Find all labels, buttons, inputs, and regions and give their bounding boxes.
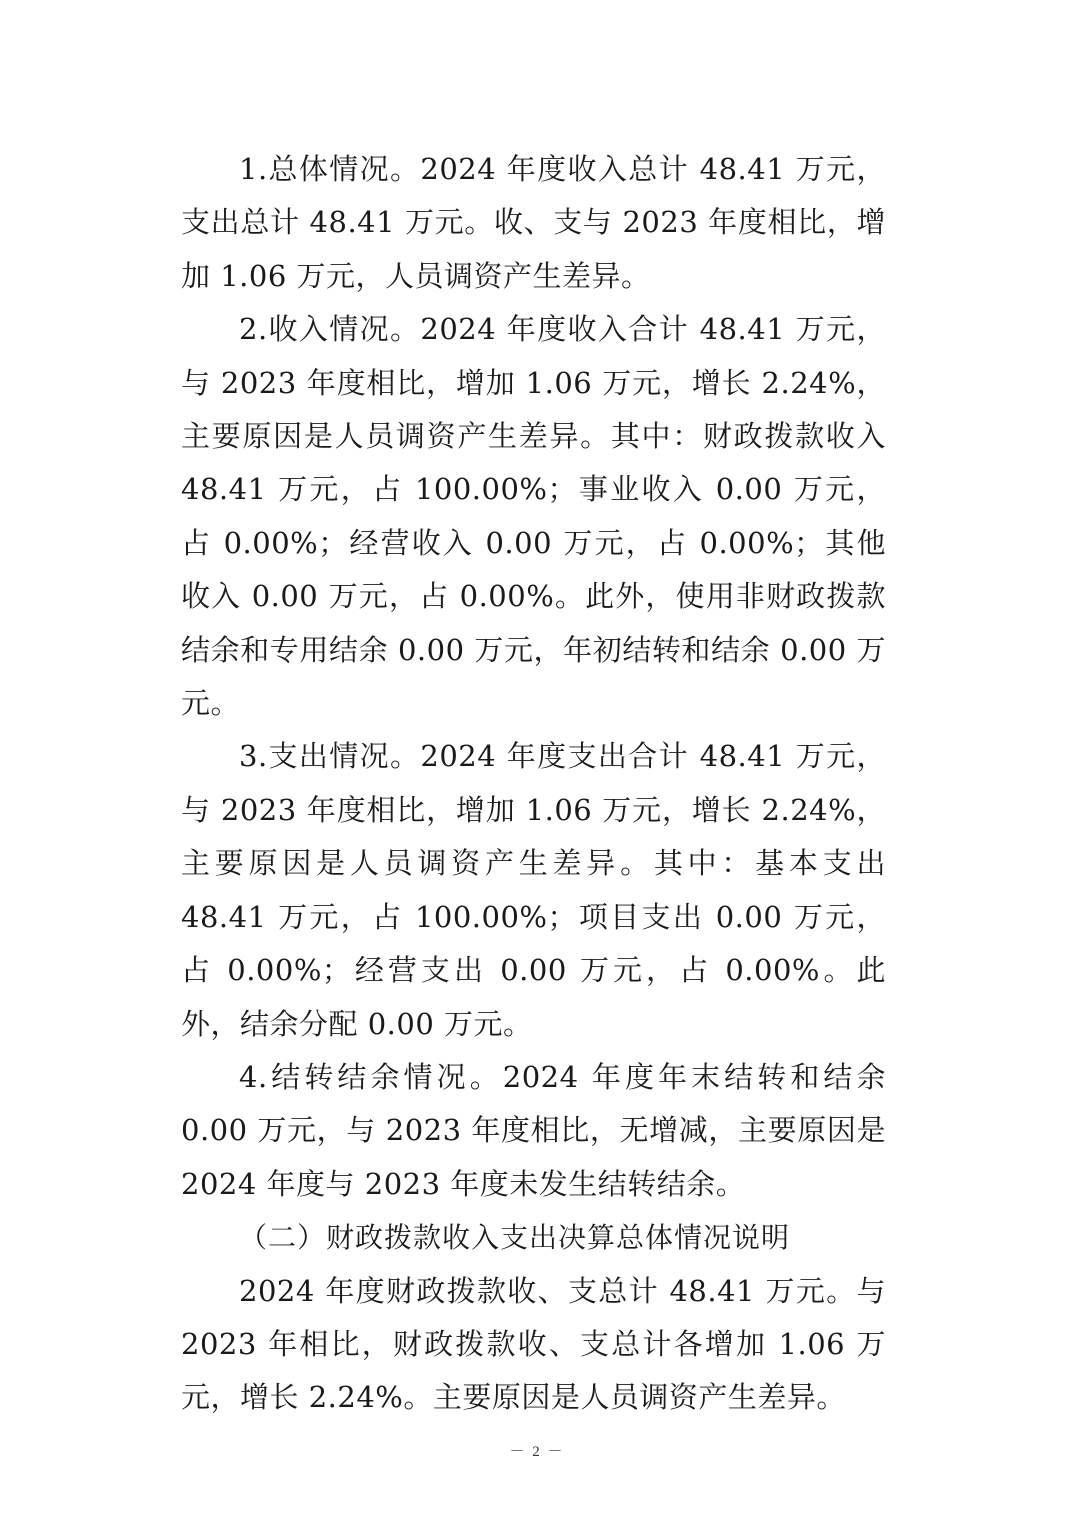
- page-number: － 2 －: [509, 1444, 565, 1460]
- document-body: [181, 143, 886, 1425]
- paragraph-fiscal-appropriation: 2024 年度财政拨款收、支总计 48.41 万元。与 2023 年相比，财政拨款收、支总计各增加 1.06 万元，增长 2.24%。主要原因是人员调资产生差异。: [181, 1273, 886, 1415]
- paragraph-overall-situation: 1.总体情况。2024 年度收入总计 48.41 万元，支出总计 48.41 万元。收、支与 2023 年度相比，增加 1.06 万元，人员调资产生差异。: [181, 152, 886, 293]
- paragraph-carryover-situation: 4.结转结余情况。2024 年度年末结转和结余 0.00 万元，与 2023 年度相比，无增减，主要原因是 2024 年度与 2023 年度未发生结转结余。: [181, 1059, 886, 1201]
- paragraph-expenditure-situation: 3.支出情况。2024 年度支出合计 48.41 万元，与 2023 年度相比，增加 1.06 万元，增长 2.24%，主要原因是人员调资产生差异。其中：基本支出 48.41 万元，占 100.00%；项目支出 0.00 万元，占 0.00%；经营支出 0.00 万元，占 0.00%。此外，结余分配 0.00 万元。: [181, 739, 886, 1041]
- section-heading: （二）财政拨款收入支出决算总体情况说明: [239, 1221, 791, 1255]
- paragraph-income-situation: 2.收入情况。2024 年度收入合计 48.41 万元，与 2023 年度相比，增加 1.06 万元，增长 2.24%，主要原因是人员调资产生差异。其中：财政拨款收入 48.41 万元，占 100.00%；事业收入 0.00 万元，占 0.00%；经营收入 0.00 万元，占 0.00%；其他收入 0.00 万元，占 0.00%。此外，使用非财政拨款结余和专用结余 0.00 万元，年初结转和结余 0.00 万元。: [181, 312, 886, 721]
